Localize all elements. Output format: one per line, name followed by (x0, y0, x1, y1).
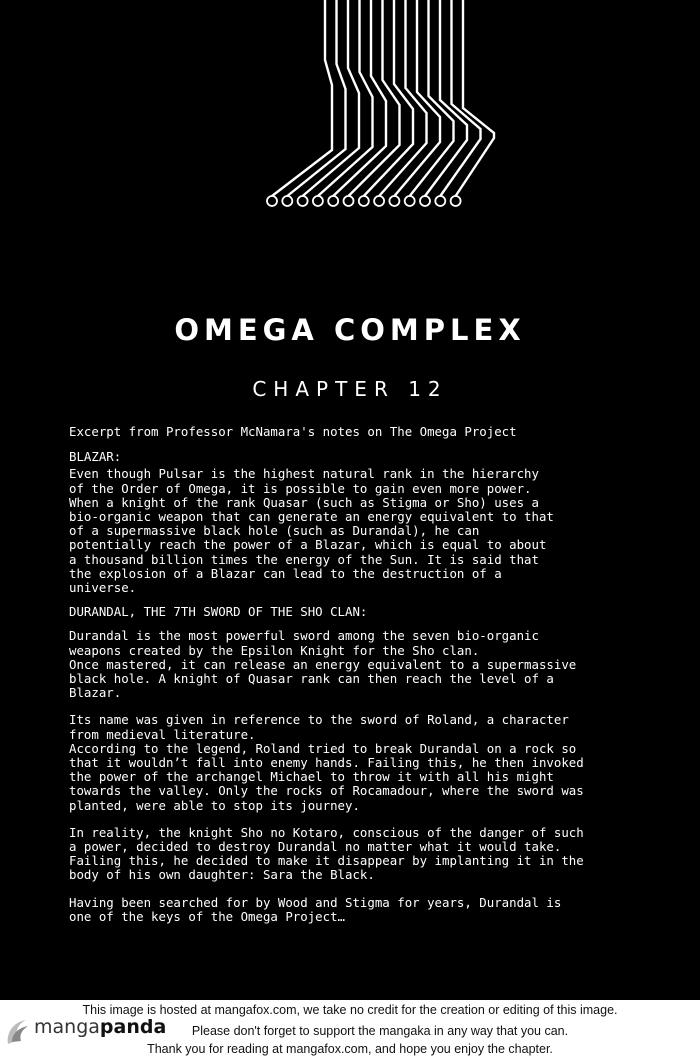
circuit-node (328, 196, 338, 206)
durandal-paragraph-3: In reality, the knight Sho no Kotaro, conscious of the danger of such a power, decided to destroy Durandal no matter what it would take. Failing this, he decided to make it disappear by implanting it in the body of his own daughter: Sara the Black. (69, 824, 584, 883)
logo-text: mangapanda (34, 1016, 167, 1038)
hosting-footer (0, 1000, 700, 1061)
circuit-node (374, 196, 384, 206)
circuit-lines-decoration (250, 0, 530, 215)
circuit-node (267, 196, 277, 206)
circuit-node (282, 196, 292, 206)
circuit-node (359, 196, 369, 206)
book-title: OMEGA COMPLEX (174, 313, 526, 347)
blazar-heading: BLAZAR: (69, 449, 122, 465)
notes-text (69, 425, 669, 937)
intro-line: Excerpt from Professor McNamara's notes on The Omega Project (69, 424, 517, 439)
chapter-title: CHAPTER 12 (252, 377, 448, 401)
footer-line-2: Please don't forget to support the mangaka in any way that you can. (191, 1024, 569, 1038)
circuit-node (420, 196, 430, 206)
blazar-paragraph: Even though Pulsar is the highest natural rank in the hierarchy of the Order of Omega, it is possible to gain even more power. When a knight of the rank Quasar (such as Stigma or Sho) uses a bio-organic weapon that can generate an energy equivalent to that of a supermassive black hole (such as Durandal), he can potentially reach the power of a Blazar, which is equal to about a thousand billion times the energy of the Sun. It is said that the explosion of a Blazar can lead to the destruction of a universe. (69, 466, 554, 596)
circuit-node (313, 196, 323, 206)
circuit-node (344, 196, 354, 206)
footer-line-1: This image is hosted at mangafox.com, we take no credit for the creation or editing of this image. (82, 1003, 618, 1017)
circuit-node (435, 196, 445, 206)
durandal-paragraph-4: Having been searched for by Wood and Stigma for years, Durandal is one of the keys of the Omega Project… (69, 894, 562, 924)
durandal-paragraph-2: Its name was given in reference to the sword of Roland, a character from medieval literature. According to the legend, Roland tried to break Durandal on a rock so that it wouldn’t fall into enemy hands. Failing this, he then invoked the power of the archangel Michael to throw it with all his might towards the valley. Only the rocks of Rocamadour, where the sword was planted, were able to stop its journey. (69, 712, 584, 813)
circuit-node (298, 196, 308, 206)
durandal-paragraph-1: Durandal is the most powerful sword among the seven bio-organic weapons created by the Epsilon Knight for the Sho clan. Once mastered, it can release an energy equivalent to a supermassive black hole. A knight of Quasar rank can then reach the level of a Blazar. (69, 628, 577, 701)
footer-line-3: Thank you for reading at mangafox.com, and hope you enjoy the chapter. (147, 1042, 553, 1056)
circuit-node (389, 196, 399, 206)
circuit-node (405, 196, 415, 206)
circuit-node (451, 196, 461, 206)
durandal-heading: DURANDAL, THE 7TH SWORD OF THE SHO CLAN: (69, 604, 368, 620)
